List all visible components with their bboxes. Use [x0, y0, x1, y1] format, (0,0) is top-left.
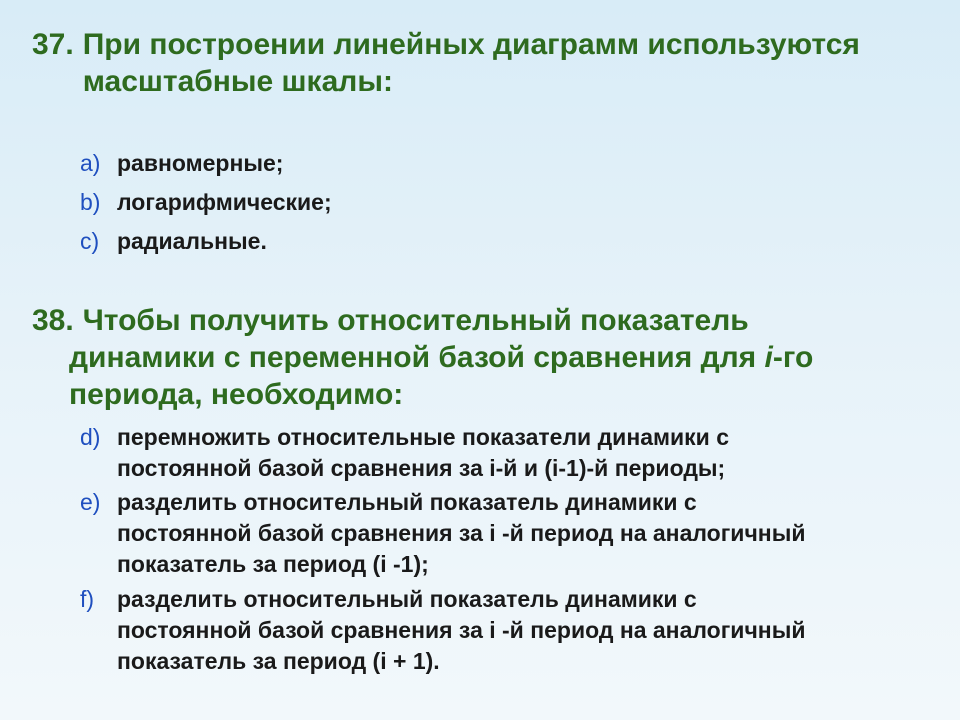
question-37	[32, 26, 932, 100]
question-line: Чтобы получить относительный показатель	[82, 304, 749, 337]
answer-option-b	[80, 187, 930, 218]
answer-letter: e)	[80, 489, 101, 515]
answer-option-f	[80, 584, 930, 677]
question-number: 37.	[32, 28, 74, 61]
answer-text	[117, 584, 930, 677]
answer-option-e	[80, 487, 930, 580]
question-38-continued	[32, 339, 932, 413]
answer-letter: f)	[80, 586, 95, 612]
answers-37	[80, 148, 930, 257]
italic-variable: i	[764, 341, 773, 374]
answer-letter: b)	[80, 189, 101, 215]
answer-line: показатель за период (i -1);	[117, 551, 429, 577]
question-line-suffix: -го	[772, 341, 814, 374]
question-line: периода, необходимо:	[69, 378, 404, 411]
question-line: При построении линейных диаграмм используются	[82, 28, 860, 61]
answer-line: постоянной базой сравнения за i -й период на аналогичный	[117, 520, 806, 546]
answer-option-c	[80, 226, 930, 257]
answer-line: разделить относительный показатель динамики с	[117, 586, 697, 612]
answers-38	[80, 422, 930, 677]
answer-line: постоянной базой сравнения за i-й и (i-1)-й периоды;	[117, 455, 726, 481]
answer-letter: a)	[80, 150, 101, 176]
question-37-title	[32, 26, 932, 100]
question-text	[83, 302, 932, 339]
answer-text: логарифмические;	[117, 189, 332, 215]
question-number: 38.	[32, 304, 74, 337]
answer-option-a	[80, 148, 930, 179]
question-38-title	[32, 302, 932, 339]
answer-line: постоянной базой сравнения за i -й период на аналогичный	[117, 617, 806, 643]
answer-letter: d)	[80, 424, 101, 450]
question-line: масштабные шкалы:	[82, 65, 393, 98]
question-text	[69, 339, 932, 413]
answer-line: показатель за период (i + 1).	[117, 648, 440, 674]
answer-text	[117, 422, 930, 484]
question-38	[32, 302, 932, 413]
question-line: динамики с переменной базой сравнения для	[69, 341, 765, 374]
answer-text: равномерные;	[117, 150, 284, 176]
answer-line: перемножить относительные показатели динамики с	[117, 424, 729, 450]
question-text	[83, 26, 932, 100]
answer-text: радиальные.	[117, 228, 267, 254]
answer-option-d	[80, 422, 930, 484]
answer-text	[117, 487, 930, 580]
answer-line: разделить относительный показатель динамики с	[117, 489, 697, 515]
answer-letter: c)	[80, 228, 100, 254]
